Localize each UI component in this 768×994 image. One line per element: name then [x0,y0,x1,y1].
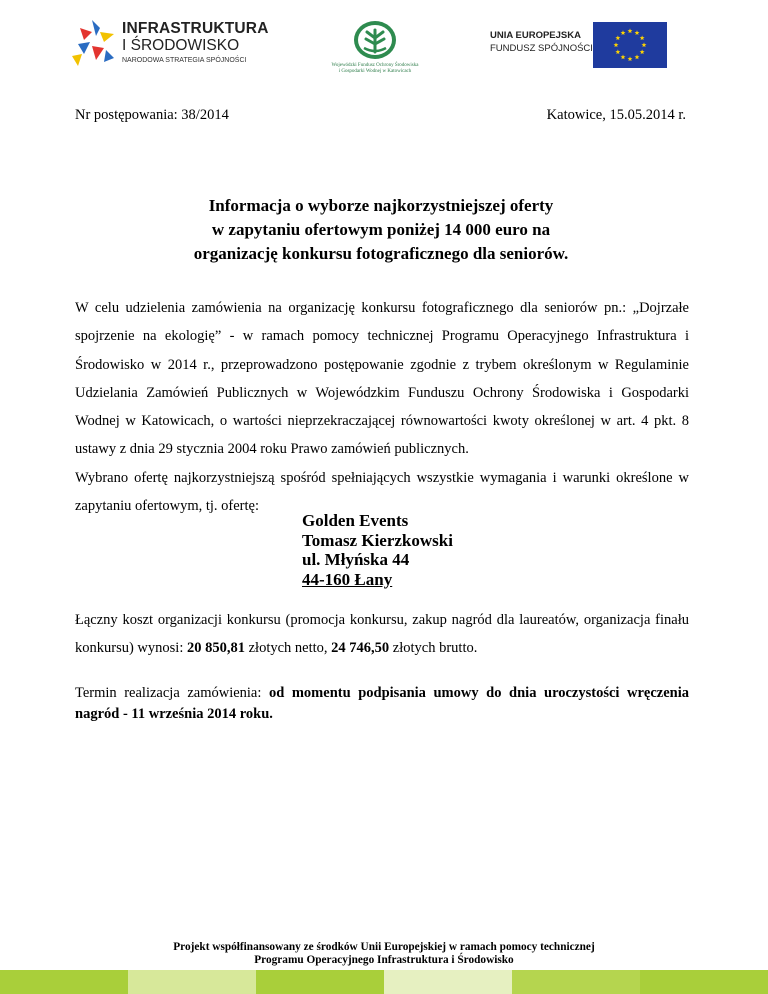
body-text [75,294,689,520]
wfos-tree-icon [320,20,430,62]
footer-line-2: Programu Operacyjnego Infrastruktura i Środowisko [254,954,514,966]
document-title [75,194,687,266]
eu-star-icon [614,42,619,47]
logo-unia-europejska [485,22,685,68]
eu-star-icon [621,55,626,60]
title-line-2: w zapytaniu ofertowym poniżej 14 000 euro na [211,220,551,239]
eu-star-icon [615,35,620,40]
eu-star-icon [640,49,645,54]
cost-net-amount: 20 850,81 [186,640,245,656]
eu-star-icon [635,55,640,60]
winner-name: Golden Events [302,511,409,530]
cost-paragraph [75,606,689,662]
winner-street: ul. Młyńska 44 [302,550,410,569]
winner-person: Tomasz Kierzkowski [302,530,453,550]
cost-prefix: Łączny koszt organizacji konkursu (promocja konkursu, zakup nagród dla laureatów, organizacja finału konkursu) wynosi: [75,612,689,656]
eu-star-icon [642,42,647,47]
eu-star-icon [615,49,620,54]
nss-star-icon [70,18,118,68]
term-paragraph [75,683,689,725]
footer-bar-segment [128,970,256,994]
title-line-3: organizację konkursu fotograficznego dla seniorów. [193,244,569,263]
eu-star-icon [635,30,640,35]
eu-star-icon [640,35,645,40]
footer-bar-segment [384,970,512,994]
case-number: Nr postępowania: 38/2014 [75,107,229,123]
cost-gross-amount: 24 746,50 [331,640,390,656]
eu-star-icon [628,28,633,33]
term-value: od momentu podpisania umowy do dnia uroczystości wręczenia nagród - 11 września 2014 roku. [75,685,689,722]
footer-bar-segment [640,970,768,994]
winner-city: 44-160 Łany [302,569,393,589]
body-paragraph-2: Wybrano ofertę najkorzystniejszą spośród spełniających wszystkie wymagania i warunki określone w zapytaniu ofertowym, tj. ofertę: [75,469,689,515]
logo-right-subtitle: FUNDUSZ SPÓJNOŚCI [490,43,593,54]
body-paragraph-1: W celu udzielenia zamówienia na organizację konkursu fotograficznego dla seniorów pn.: „Dojrzałe spojrzenie na ekologię” - w ramach pomocy technicznej Programu Operacyjnego Infrastruktura i Środowisko w 2014 r., przeprowadzono postępowanie zgodnie z trybem określonym w Regulaminie Udzielania Zamówień Publicznych w Wojewódzkim Funduszu Ochrony Środowiska i Gospodarki Wodnej w Katowicach, o wartości nieprzekraczającej równowartości kwoty określonej w art. 4 pkt. 8 ustawy z dnia 29 stycznia 2004 roku Prawo zamówień publicznych. [75,300,689,458]
logo-wfosigw [320,20,430,76]
winner-address [302,511,453,589]
footer-bar-segment [256,970,384,994]
eu-flag-icon [593,22,667,68]
logo-infrastruktura-srodowisko [70,18,280,70]
cost-net-label: złotych netto, [244,640,332,656]
logo-mid-line1: Wojewódzki Fundusz Ochrony Środowiska [331,63,419,68]
footer-bar-segment [0,970,128,994]
footer-note [0,941,768,967]
footer-line-1: Projekt współfinansowany ze środków Unii Europejskiej w ramach pomocy technicznej [173,941,595,953]
term-label: Termin realizacja zamówienia: [75,685,269,701]
logo-right-title: UNIA EUROPEJSKA [490,30,581,41]
eu-star-icon [621,30,626,35]
logo-left-title: INFRASTRUKTURA [122,20,269,37]
title-line-1: Informacja o wyborze najkorzystniejszej oferty [208,196,554,215]
logo-mid-line2: i Gospodarki Wodnej w Katowicach [338,69,412,74]
logo-left-tagline: NARODOWA STRATEGIA SPÓJNOŚCI [122,57,247,64]
place-date: Katowice, 15.05.2014 r. [546,107,686,123]
footer-color-bar [0,970,768,994]
logo-left-subtitle: I ŚRODOWISKO [122,37,240,54]
eu-star-icon [628,56,633,61]
cost-gross-label: złotych brutto. [389,640,478,656]
footer-bar-segment [512,970,640,994]
